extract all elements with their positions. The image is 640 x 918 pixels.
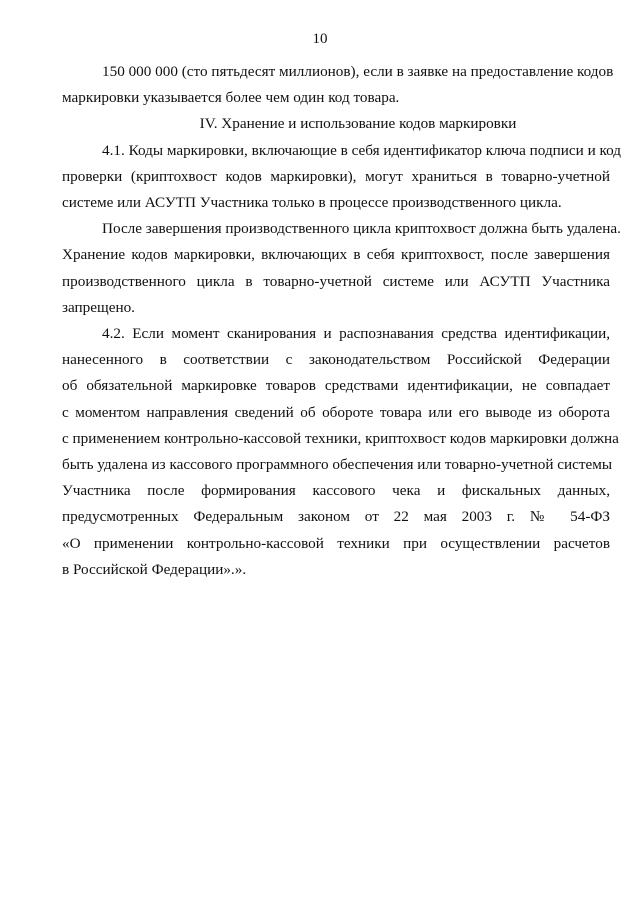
text-line: «О применении контрольно-кассовой техники при осуществлении расчетов	[62, 534, 610, 552]
text-line: 4.1. Коды маркировки, включающие в себя идентификатор ключа подписи и код	[102, 141, 622, 159]
paragraph-after-cycle	[62, 216, 621, 321]
text-line: маркировки указывается более чем один код товара.	[62, 89, 400, 107]
text-line: 150 000 000 (сто пятьдесят миллионов), если в заявке на предоставление кодов	[102, 63, 614, 80]
text-line: системе или АСУТП Участника только в процессе производственного цикла.	[62, 194, 562, 212]
text-line: в Российской Федерации».».	[62, 560, 247, 578]
text-line: 4.2. Если момент сканирования и распознавания средства идентификации,	[102, 325, 610, 343]
paragraph-continuation	[62, 59, 614, 111]
text-line: производственного цикла в товарно-учетной системе или АСУТП Участника	[62, 272, 610, 290]
text-line: После завершения производственного цикла криптохвост должна быть удалена.	[102, 220, 621, 238]
text-line: об обязательной маркировке товаров средствами идентификации, не совпадает	[62, 377, 610, 395]
text-line: нанесенного в соответствии с законодательством Российской Федерации	[62, 351, 610, 369]
paragraph-4-2	[62, 321, 619, 583]
text-line: быть удалена из кассового программного обеспечения или товарно-учетной системы	[62, 456, 613, 474]
text-line: Хранение кодов маркировки, включающих в себя криптохвост, после завершения	[62, 246, 610, 264]
page-number: 10	[312, 31, 328, 47]
text-line: с применением контрольно-кассовой техники, криптохвост кодов маркировки должна	[62, 429, 619, 447]
text-line: проверки (криптохвост кодов маркировки), могут храниться в товарно-учетной	[62, 167, 610, 185]
text-line: с моментом направления сведений об обороте товара или его выводе из оборота	[62, 403, 610, 421]
paragraph-4-1	[62, 138, 622, 217]
text-line: предусмотренных Федеральным законом от 22 мая 2003 г. № 54-ФЗ	[62, 508, 610, 526]
text-line: запрещено.	[62, 298, 135, 316]
section-heading: IV. Хранение и использование кодов маркировки	[199, 115, 517, 133]
text-line: Участника после формирования кассового чека и фискальных данных,	[62, 482, 610, 500]
document-body	[62, 59, 622, 583]
